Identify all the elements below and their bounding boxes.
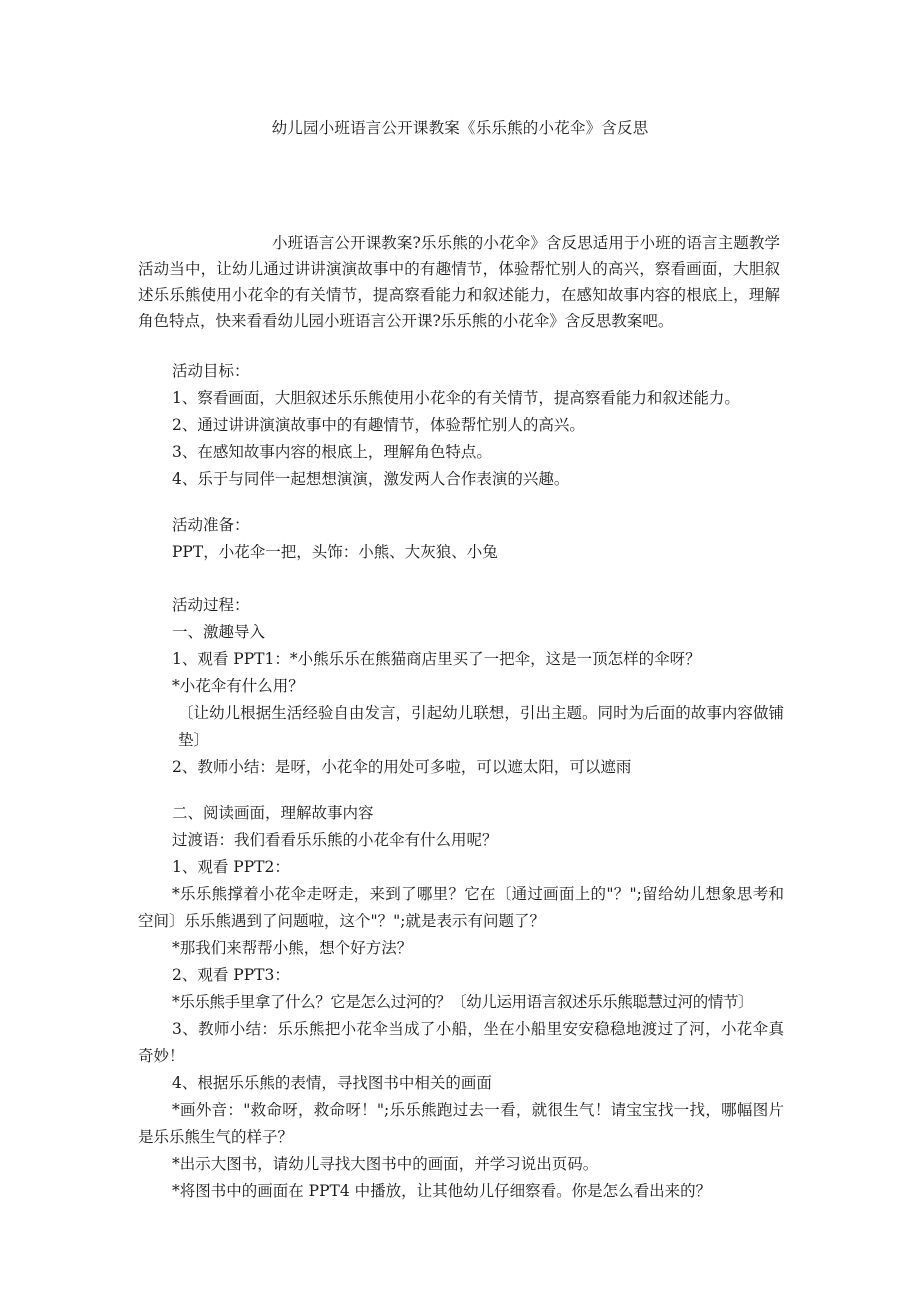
- process-line: 4、根据乐乐熊的表情，寻找图书中相关的画面: [172, 1074, 492, 1092]
- process-section: [172, 592, 784, 781]
- process-line: 3、教师小结：乐乐熊把小花伞当成了小船，坐在小船里安安稳稳地渡过了河，小花伞真奇妙！: [138, 1020, 784, 1065]
- document-title: 幼儿园小班语言公开课教案《乐乐熊的小花伞》含反思: [271, 119, 649, 137]
- part2-title: 二、阅读画面，理解故事内容: [172, 804, 374, 822]
- prep-text: PPT，小花伞一把，头饰：小熊、大灰狼、小兔: [172, 543, 498, 561]
- process-line: *乐乐熊撑着小花伞走呀走，来到了哪里？它在〔通过画面上的"？";留给幼儿想象思考和空间〕乐乐熊遇到了问题啦，这个"？";就是表示有问题了？: [138, 885, 784, 930]
- part1-title: 一、激趣导入: [172, 623, 266, 641]
- process-line: *出示大图书，请幼儿寻找大图书中的画面，并学习说出页码。: [172, 1155, 599, 1173]
- goal-item: 3、在感知故事内容的根底上，理解角色特点。: [172, 443, 492, 461]
- goal-item: 1、察看画面，大胆叙述乐乐熊使用小花伞的有关情节，提高察看能力和叙述能力。: [172, 389, 740, 407]
- process-line: *那我们来帮帮小熊，想个好方法？: [172, 939, 413, 957]
- intro-paragraph: 小班语言公开课教案?乐乐熊的小花伞》含反思适用于小班的语言主题教学活动当中，让幼儿通过讲讲演演故事中的有趣情节，体验帮忙别人的高兴，察看画面，大胆叙述乐乐熊使用小花伞的有关情节，提高察看能力和叙述能力，在感知故事内容的根底上，理解角色特点，快来看看幼儿园小班语言公开课?乐乐熊的小花伞》含反思教案吧。: [138, 234, 780, 330]
- prep-heading: 活动准备：: [172, 516, 250, 534]
- process-line: 2、教师小结：是呀，小花伞的用处可多啦，可以遮太阳，可以遮雨: [172, 758, 632, 776]
- goals-heading: 活动目标：: [172, 362, 250, 380]
- process-line: *画外音："救命呀，救命呀！";乐乐熊跑过去一看，就很生气！请宝宝找一找，哪幅图片是乐乐熊生气的样子？: [138, 1101, 784, 1146]
- prep-section: [172, 512, 784, 566]
- process-line: *小花伞有什么用？: [172, 677, 304, 695]
- process-line: 过渡语：我们看看乐乐熊的小花伞有什么用呢？: [172, 831, 498, 849]
- process-line: 2、观看 PPT3：: [172, 966, 290, 984]
- process-heading: 活动过程：: [172, 596, 250, 614]
- process-line: 1、观看 PPT1：*小熊乐乐在熊猫商店里买了一把伞，这是一顶怎样的伞呀？: [172, 650, 701, 668]
- part2-section: [138, 800, 784, 1205]
- process-line: 〔让幼儿根据生活经验自由发言，引起幼儿联想，引出主题。同时为后面的故事内容做铺垫〕: [178, 704, 784, 749]
- goal-item: 2、通过讲讲演演故事中的有趣情节，体验帮忙别人的高兴。: [172, 416, 585, 434]
- goal-item: 4、乐于与同伴一起想想演演，激发两人合作表演的兴趣。: [172, 470, 570, 488]
- process-line: 1、观看 PPT2：: [172, 858, 290, 876]
- process-line: *将图书中的画面在 PPT4 中播放，让其他幼儿仔细察看。你是怎么看出来的？: [172, 1182, 712, 1200]
- goals-section: [172, 358, 784, 493]
- process-line: *乐乐熊手里拿了什么？它是怎么过河的？〔幼儿运用语言叙述乐乐熊聪慧过河的情节〕: [172, 993, 754, 1011]
